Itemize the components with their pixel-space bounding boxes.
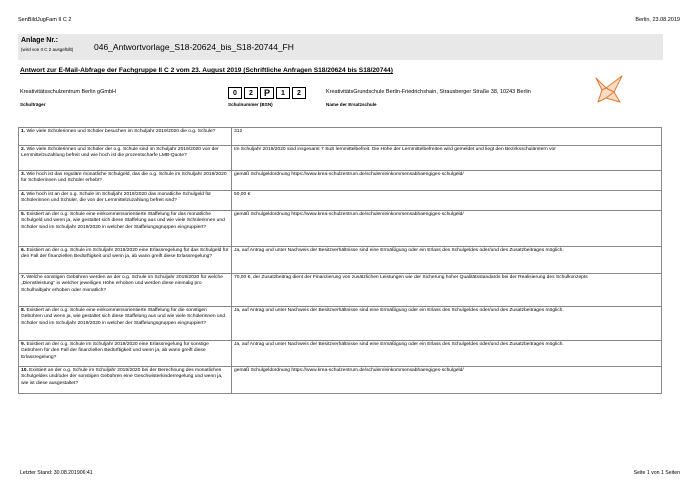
question-cell: 5. Existiert an der o.g. Schule eine einkommensorientierte Staffelung für das monatliche Schulgeld und wenn ja, wie gestaltet sich diese Staffelung aus und wie viele Schülerinnen und Schüler sind im Schuljahr 2019/2020 in welcher der Staffelungsgruppen eingruppiert? xyxy=(19,211,232,247)
answer-cell[interactable]: gemäß Schulgeldordnung https://www.krea-schulzentrum.de/schulen/einkommensabhaengiges-schulgeld/ xyxy=(232,211,662,247)
table-row xyxy=(19,211,662,247)
table-row xyxy=(19,367,662,394)
answer-cell[interactable]: gemäß Schulgeldordnung https://www.krea-schulzentrum.de/schulen/einkommensabhaengiges-schulgeld/ xyxy=(232,171,662,191)
question-cell: 1. Wie viele Schülerinnen und Schüler besuchen im Schuljahr 2019/2020 die o.g. Schule? xyxy=(19,128,232,146)
table-row xyxy=(19,247,662,274)
bsn-cell: 2 xyxy=(244,87,258,99)
header-department: SenBildJugFam II C 2 xyxy=(18,17,72,23)
answer-cell[interactable]: gemäß Schulgeldordnung https://www.krea-schulzentrum.de/schulen/einkommensabhaengiges-schulgeld/ xyxy=(232,367,662,394)
questions-table xyxy=(18,127,662,394)
document-heading: Antwort zur E-Mail-Abfrage der Fachgruppe II C 2 vom 23. August 2019 (Schriftliche Anfragen S18/20624 bis S18/20744) xyxy=(20,67,393,74)
table-row xyxy=(19,341,662,367)
table-row xyxy=(19,191,662,211)
question-cell: 4. Wie hoch ist an der o.g. Schule im Schuljahr 2019/2020 das monatliche Schulgeld für Schülerinnen und Schüler, die von der Lernmittelzuzahlung befreit sind? xyxy=(19,191,232,211)
fox-logo-icon xyxy=(592,72,626,106)
answer-cell[interactable]: 312 xyxy=(232,128,662,146)
footer-last-updated: Letzter Stand: 30.08.201906:41 xyxy=(20,470,93,476)
bsn-cell: 0 xyxy=(228,87,242,99)
bsn-cell: 2 xyxy=(292,87,306,99)
question-cell: 9. Existiert an der o.g. Schule im Schuljahr 2019/2020 eine Erlassregelung für sonstige Gebühren für den Fall der finanziellen Bedürftigkeit und wenn ja, ab wann greift diese Erlassregelung? xyxy=(19,341,232,367)
table-row xyxy=(19,307,662,341)
table-row xyxy=(19,146,662,171)
footer-page-number: Seite 1 von 1 Seiten xyxy=(633,470,680,476)
school-traeger-label: Schulträger xyxy=(20,102,46,107)
school-traeger-value: Kreativitätsschulzentrum Berlin gGmbH xyxy=(20,89,116,95)
answer-cell[interactable]: 70,00 €, der Zusatzbeitrag dient der Finanzierung von zusätzlichen Leistungen wie der Sicherung hoher Qualitätsstandards bei der Realisierung des Schulkonzepts xyxy=(232,274,662,307)
bsn-boxes xyxy=(228,87,308,99)
anlage-title: Anlage Nr.: xyxy=(21,37,58,44)
question-cell: 10. Existiert an der o.g. Schule im Schuljahr 2019/2020 bei der Berechnung des monatlichen Schulgeldes und/oder der sonstigen Gebühren eine Geschwisterkinderregelung und wenn ja, wie ist diese ausgestaltet? xyxy=(19,367,232,394)
answer-cell[interactable]: Ja, auf Antrag und unter Nachweis der Besitzverhältnisse sind eine Ermäßigung oder ein Erlass des Schulgeldes oder/und des Zusatzbeitrages möglich. xyxy=(232,247,662,274)
question-cell: 3. Wie hoch ist das reguläre monatliche Schulgeld, das die o.g. Schule im Schuljahr 2019/2020 für Schülerinnen und Schüler erhebt? xyxy=(19,171,232,191)
anlage-box xyxy=(18,34,663,60)
anlage-filename: 046_Antwortvorlage_S18-20624_bis_S18-20744_FH xyxy=(94,42,294,52)
question-cell: 7. Welche sonstigen Gebühren werden an der o.g. Schule im Schuljahr 2019/2020 für welche „Dienstleistung" in welcher jeweiligen Höhe erhoben und werden diese einmalig pro Schulhalbjahr erhoben oder monatlich? xyxy=(19,274,232,307)
table-row xyxy=(19,128,662,146)
question-cell: 8. Existiert an der o.g. Schule eine einkommensorientierte Staffelung für die sonstigen Gebühren und wenn ja, wie gestaltet sich diese Staffelung aus und wie viele Schülerinnen und Schüler sind im Schuljahr 2019/2020 in welcher der Staffelungsgruppen eingruppiert? xyxy=(19,307,232,341)
table-row xyxy=(19,171,662,191)
header-date: Berlin, 23.08.2019 xyxy=(635,17,680,23)
answer-cell[interactable]: Ja, auf Antrag und unter Nachweis der Besitzverhältnisse sind eine Ermäßigung oder ein Erlass des Schulgeldes oder/und des Zusatzbeitrages möglich. xyxy=(232,307,662,341)
ersatz-school-value: KreativitätsGrundschule Berlin-Friedrichshain, Strausberger Straße 38, 10243 Berlin xyxy=(326,89,531,95)
bsn-cell: 1 xyxy=(276,87,290,99)
bsn-label: Schulnummer (BSN) xyxy=(228,102,273,107)
bsn-cell: P xyxy=(260,87,274,99)
question-cell: 2. Wie viele Schülerinnen und Schüler der o.g. Schule sind im Schuljahr 2019/2020 von der Lernmittelzuzahlung befreit und wie hoch ist die prozentscharfe LMB-Quote? xyxy=(19,146,232,171)
answer-cell[interactable]: 50,00 € xyxy=(232,191,662,211)
anlage-subtitle: (wird von II C 2 ausgefüllt) xyxy=(21,47,74,52)
question-cell: 6. Existiert an der o.g. Schule im Schuljahr 2019/2020 eine Erlassregelung für das Schulgeld für den Fall der finanziellen Bedürftigkeit und wenn ja, ab wann greift diese Erlassregelung? xyxy=(19,247,232,274)
ersatz-school-label: Name der Ersatzschule xyxy=(326,102,377,107)
answer-cell[interactable]: Ja, auf Antrag und unter Nachweis der Besitzverhältnisse sind eine Ermäßigung oder ein Erlass des Schulgeldes oder/und des Zusatzbeitrages möglich. xyxy=(232,341,662,367)
answer-cell[interactable]: Im Schuljahr 2019/2020 sind insgesamt 7 SuS lernmittelbefreit. Die Höhe der Lernmittelbefreiten wird gemeldet und liegt den Bezirksschulämtern vor xyxy=(232,146,662,171)
table-row xyxy=(19,274,662,307)
